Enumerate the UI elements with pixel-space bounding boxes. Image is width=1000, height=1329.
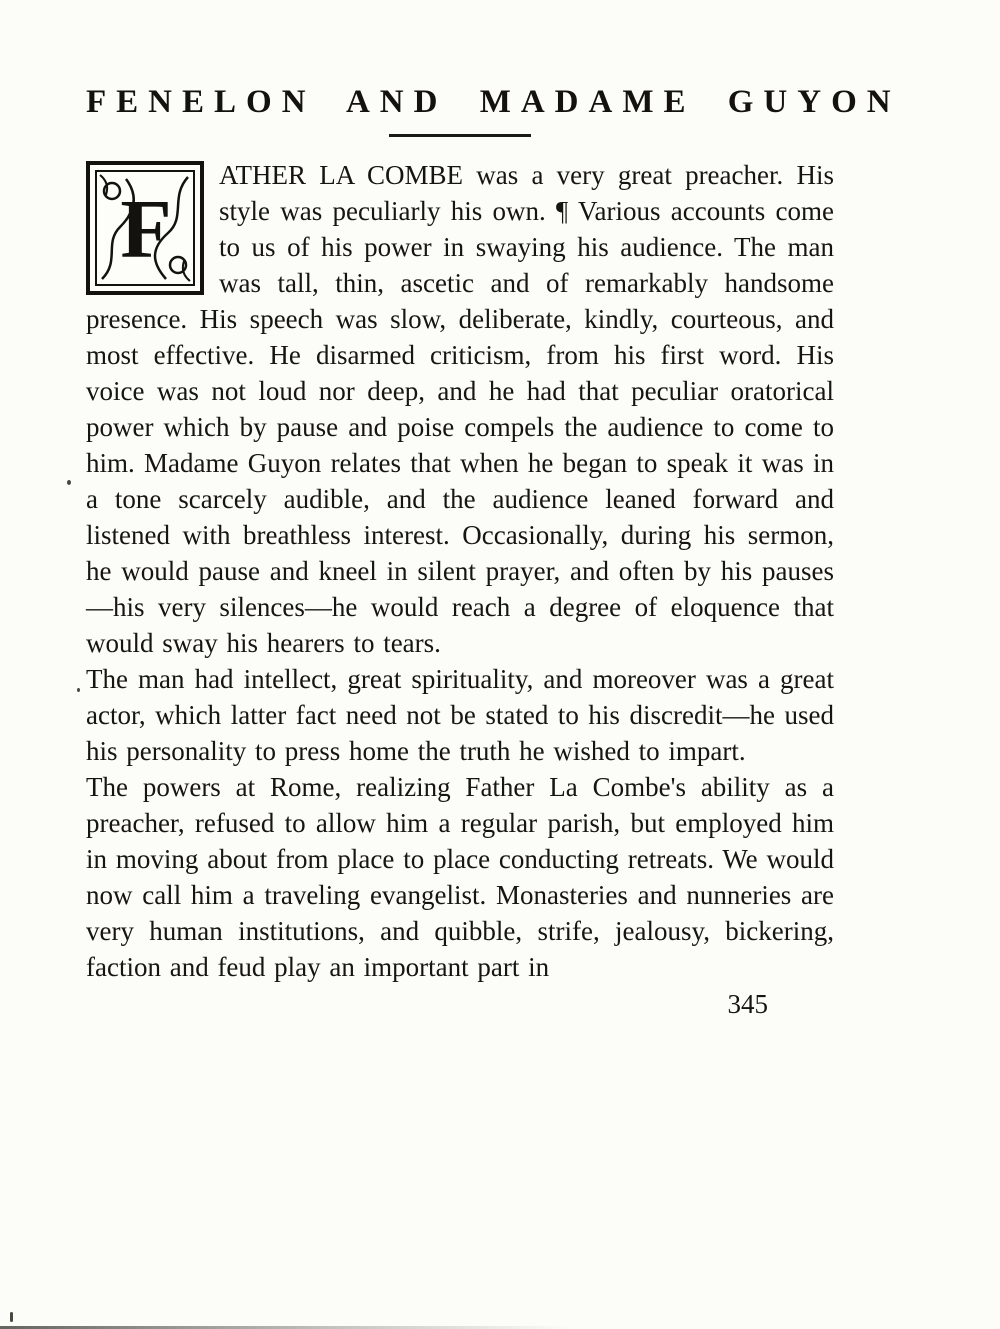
title-divider: [389, 134, 531, 137]
scan-artifact: [10, 1312, 13, 1322]
paragraph-3: The powers at Rome, realizing Father La Combe's ability as a preacher, refused to allow him a regular parish, but employed him in moving about from place to place conducting retreats. We would now call him a traveling evangelist. Monasteries and nunneries are very human institutions, and quibble, strife, jealousy, bickering, faction and feud play an important part in: [86, 772, 834, 982]
page-number: 345: [727, 989, 768, 1019]
scan-artifact: [67, 480, 71, 485]
page-title: FENELON AND MADAME GUYON: [86, 84, 901, 120]
paragraph-2: The man had intellect, great spirituality, and moreover was a great actor, which latter fact need not be stated to his discredit—he used his personality to press home the truth he wished to impart.: [86, 664, 834, 766]
paragraph-1-text: ATHER LA COMBE was a very great preacher. His style was peculiarly his own. ¶ Various accounts come to us of his power in swaying his audience. The man was tall, thin, ascetic and of remarkably handsome presence. His speech was slow, deliberate, kindly, courteous, and most effective. He disarmed criticism, from his first word. His voice was not loud nor deep, and he had that peculiar oratorical power which by pause and poise compels the audience to come to him. Madame Guyon relates that when he began to speak it was in a tone scarcely audible, and the audience leaned forward and listened with breathless interest. Occasionally, during his sermon, he would pause and kneel in silent prayer, and often by his pauses—his very silences—he would reach a degree of eloquence that would sway his hearers to tears.: [86, 160, 834, 658]
scan-artifact: [77, 688, 80, 692]
drop-cap-letter: F: [120, 183, 172, 276]
paragraph-1: [86, 157, 834, 661]
page-body: [86, 157, 834, 985]
ornamental-drop-cap: [86, 161, 204, 295]
